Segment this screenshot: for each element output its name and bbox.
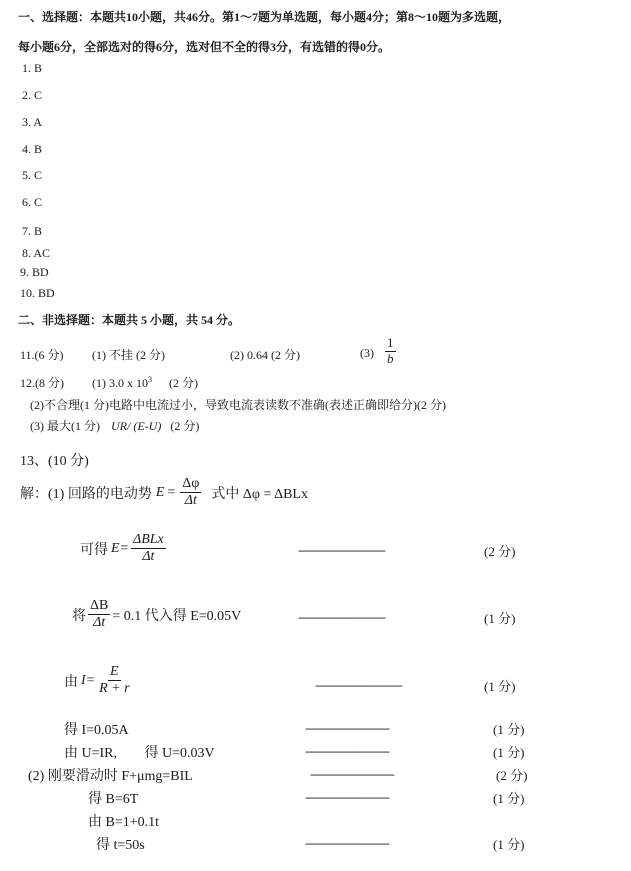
q13-line4: 由 I= $\frac{E}{R + r}$ [64,664,130,697]
q13-line2: 可得 E= $\frac{\text{ΔBLx}}{\Delta t}$ [80,532,164,565]
q13-line7-points: (2 分) [496,768,528,783]
list-item: 6. C [22,195,43,209]
q13-line10-dashes: ---------------------------- [305,836,389,850]
list-item: 2. C [22,88,43,102]
q13-line5-points: (1 分) [493,722,525,737]
section1-line2: 每小题6分，全部选对的得6分，选对但不全的得3分，有选错的得0分。 [18,40,391,54]
q13-line6-dashes: ---------------------------- [305,744,389,758]
q13-line4-points: (1 分) [484,679,516,694]
q11-fraction: $\frac{1}{b}$ [387,335,394,366]
q13-line3-points: (1 分) [484,611,516,626]
q13-line8-points: (1 分) [493,791,525,806]
q13-line6: 由 U=IR, 得 U=0.03V [64,746,215,761]
list-item: 10. BD [20,286,55,300]
list-item: 4. B [22,142,43,156]
q13-line6-points: (1 分) [493,745,525,760]
list-item: 7. B [22,224,43,238]
q13-line2-points: (2 分) [484,544,516,559]
q12-part1: (1) 3.0 x $10^3$ (2 分) [92,375,198,390]
list-item: 5. C [22,168,43,182]
q13-line9: 由 B=1+0.1t [88,815,160,830]
q12-line2: (2)不合理(1 分)电路中电流过小，导致电流表读数不准确(表述正确即给分)(2 分) [30,398,446,412]
q13-line5-dashes: ---------------------------- [305,721,389,735]
q13-line4-dashes: ----------------------------- [315,678,402,692]
q11-part2: (2) 0.64 (2 分) [230,348,300,362]
q13-line10-points: (1 分) [493,837,525,852]
q11-head: 11.(6 分) [20,348,64,362]
q12-line3: (3) 最大(1 分) UR/ (E-U) (2 分) [30,419,200,433]
q11-part1: (1) 不挂 (2 分) [92,348,165,362]
q13-line7: (2) 刚要滑动时 F+μmg=BIL [28,769,193,784]
q11-part3: (3) [360,346,374,360]
list-item: 1. B [22,61,43,75]
q13-line8: 得 B=6T [88,792,139,807]
q13-line1: 解：(1) 回路的电动势 E = $\frac{\Delta\varphi}{\Delta t}$ 式中 Δφ = ΔBLx [20,476,308,509]
q13-line10: 得 t=50s [96,838,145,853]
q13-line3-dashes: ----------------------------- [298,610,385,624]
q13-line8-dashes: ---------------------------- [305,790,389,804]
q12-head: 12.(8 分) [20,376,64,390]
q13-line2-dashes: ----------------------------- [298,543,385,557]
section2-title: 二、非选择题：本题共 5 小题，共 54 分。 [18,313,241,327]
q13-line7-dashes: ---------------------------- [310,767,394,781]
q13-head: 13、(10 分) [20,454,89,469]
list-item: 9. BD [20,265,49,279]
list-item: 8. AC [22,246,51,260]
q13-line5: 得 I=0.05A [64,723,129,738]
q13-line3: 将 $\frac{\Delta B}{\Delta t}$ = 0.1 代入得 E=0.05V [72,598,242,631]
list-item: 3. A [22,115,43,129]
section1-line1: 一、选择题：本题共10小题，共46分。第1～7题为单选题，每小题4分；第8～10题为多选题， [18,10,511,24]
